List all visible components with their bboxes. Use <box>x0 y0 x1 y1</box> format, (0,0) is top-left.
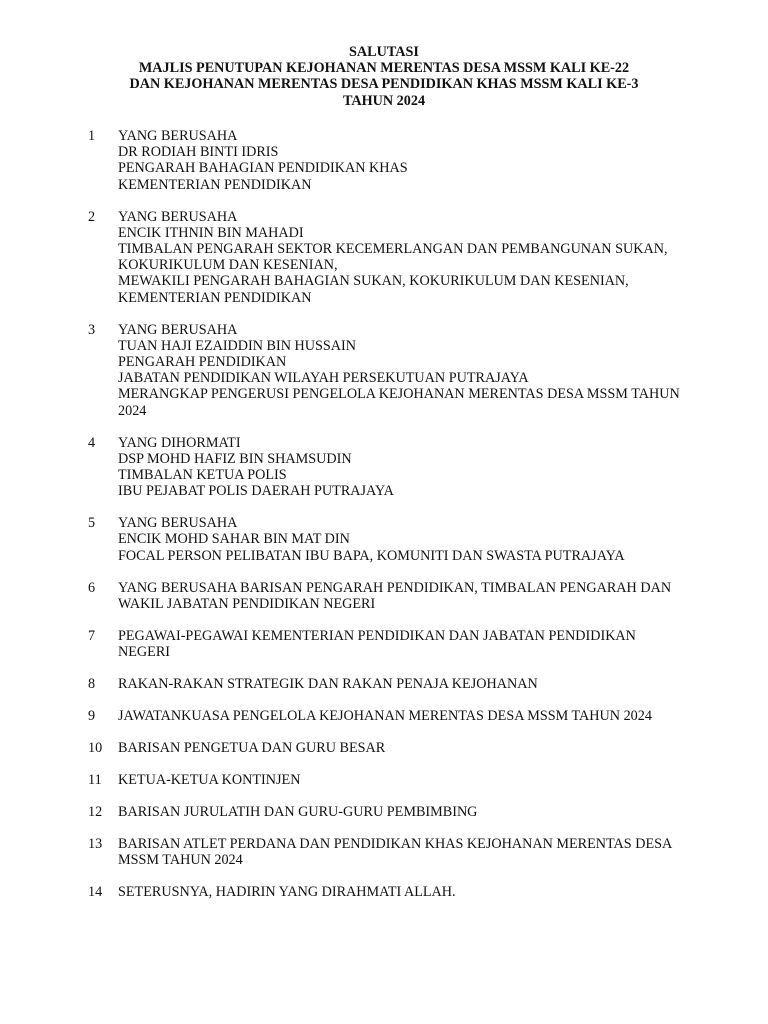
list-item <box>0 836 768 868</box>
list-item-line: WAKIL JABATAN PENDIDIKAN NEGERI <box>118 595 376 612</box>
list-item <box>0 676 768 692</box>
list-item-number: 7 <box>88 627 96 644</box>
list-item-number: 11 <box>88 772 102 788</box>
list-item-text <box>118 708 718 724</box>
list-item-line: ENCIK ITHNIN BIN MAHADI <box>118 224 304 241</box>
list-item <box>0 435 768 500</box>
list-item-text <box>118 209 718 306</box>
list-item <box>0 708 768 724</box>
list-item-text <box>118 804 718 820</box>
list-item-line: NEGERI <box>118 644 171 660</box>
list-item-number: 14 <box>88 884 103 901</box>
list-item <box>0 772 768 788</box>
list-item-number: 13 <box>88 836 103 852</box>
header-line-event: MAJLIS PENUTUPAN KEJOHANAN MERENTAS DESA MSSM KALI KE-22 <box>138 60 630 77</box>
list-item-line: YANG BERUSAHA <box>118 208 238 225</box>
list-item-line: TIMBALAN KETUA POLIS <box>118 467 287 483</box>
list-item-line: PEGAWAI-PEGAWAI KEMENTERIAN PENDIDIKAN DAN JABATAN PENDIDIKAN <box>118 627 636 644</box>
list-item-number: 2 <box>88 208 96 225</box>
header-line-year: TAHUN 2024 <box>342 92 426 109</box>
list-item-text <box>118 322 718 419</box>
list-item-line: IBU PEJABAT POLIS DAERAH PUTRAJAYA <box>118 483 394 500</box>
list-item-line: KOKURIKULUM DAN KESENIAN, <box>118 257 338 274</box>
list-item-line: DSP MOHD HAFIZ BIN SHAMSUDIN <box>118 450 352 467</box>
list-item-line: MERANGKAP PENGERUSI PENGELOLA KEJOHANAN MERENTAS DESA MSSM TAHUN <box>118 386 680 403</box>
list-item-number: 1 <box>88 128 96 144</box>
list-item-number: 12 <box>88 804 103 820</box>
list-item <box>0 322 768 419</box>
list-item-line: BARISAN JURULATIH DAN GURU-GURU PEMBIMBING <box>118 804 478 820</box>
list-item-line: YANG DIHORMATI <box>118 434 241 451</box>
list-item-number: 3 <box>88 321 96 338</box>
list-item-line: MSSM TAHUN 2024 <box>118 852 243 869</box>
list-item-line: PENGARAH PENDIDIKAN <box>118 354 287 370</box>
list-item-line: JAWATANKUASA PENGELOLA KEJOHANAN MERENTAS DESA MSSM TAHUN 2024 <box>118 708 652 724</box>
list-item-number: 8 <box>88 676 96 692</box>
list-item-text <box>118 515 718 564</box>
list-item <box>0 740 768 756</box>
list-item-line: KETUA-KETUA KONTINJEN <box>118 772 301 788</box>
list-item-line: SETERUSNYA, HADIRIN YANG DIRAHMATI ALLAH. <box>118 884 456 901</box>
list-item-text <box>118 128 718 193</box>
list-item-line: YANG BERUSAHA <box>118 128 238 144</box>
list-item-text <box>118 884 718 900</box>
list-item <box>0 804 768 820</box>
list-item-line: MEWAKILI PENGARAH BAHAGIAN SUKAN, KOKURIKULUM DAN KESENIAN, <box>118 273 629 290</box>
header-line-title: SALUTASI <box>349 44 419 60</box>
list-item <box>0 628 768 660</box>
list-item-line: KEMENTERIAN PENDIDIKAN <box>118 176 312 193</box>
list-item-line: DR RODIAH BINTI IDRIS <box>118 144 279 161</box>
list-item-line: ENCIK MOHD SAHAR BIN MAT DIN <box>118 531 350 548</box>
list-item-number: 6 <box>88 579 96 596</box>
list-item <box>0 884 768 900</box>
list-item-text <box>118 740 718 756</box>
list-item <box>0 128 768 193</box>
list-item-number: 9 <box>88 708 96 724</box>
list-item-line: BARISAN ATLET PERDANA DAN PENDIDIKAN KHAS KEJOHANAN MERENTAS DESA <box>118 836 673 852</box>
list-item <box>0 209 768 306</box>
header-line-event-cont: DAN KEJOHANAN MERENTAS DESA PENDIDIKAN KHAS MSSM KALI KE-3 <box>129 76 639 93</box>
list-item <box>0 515 768 564</box>
list-item <box>0 580 768 612</box>
list-item-text <box>118 435 718 500</box>
list-item-line: RAKAN-RAKAN STRATEGIK DAN RAKAN PENAJA KEJOHANAN <box>118 676 538 692</box>
list-item-text <box>118 580 718 612</box>
list-item-text <box>118 676 718 692</box>
list-item-line: YANG BERUSAHA <box>118 515 238 532</box>
list-item-line: TUAN HAJI EZAIDDIN BIN HUSSAIN <box>118 337 357 354</box>
list-item-number: 10 <box>88 740 103 756</box>
list-item-text <box>118 628 718 660</box>
document-header <box>0 44 768 109</box>
list-item-line: FOCAL PERSON PELIBATAN IBU BAPA, KOMUNITI DAN SWASTA PUTRAJAYA <box>118 547 625 564</box>
list-item-line: BARISAN PENGETUA DAN GURU BESAR <box>118 740 386 756</box>
list-item-number: 5 <box>88 515 96 532</box>
list-item-line: KEMENTERIAN PENDIDIKAN <box>118 289 312 306</box>
list-item-number: 4 <box>88 434 96 451</box>
list-item-text <box>118 836 718 868</box>
list-item-line: TIMBALAN PENGARAH SEKTOR KECEMERLANGAN DAN PEMBANGUNAN SUKAN, <box>118 241 668 257</box>
list-item-line: YANG BERUSAHA BARISAN PENGARAH PENDIDIKAN, TIMBALAN PENGARAH DAN <box>118 579 672 596</box>
list-item-line: JABATAN PENDIDIKAN WILAYAH PERSEKUTUAN PUTRAJAYA <box>118 370 529 387</box>
list-item-text <box>118 772 718 788</box>
list-item-line: 2024 <box>118 402 147 419</box>
list-item-line: PENGARAH BAHAGIAN PENDIDIKAN KHAS <box>118 160 408 177</box>
list-item-line: YANG BERUSAHA <box>118 321 238 338</box>
